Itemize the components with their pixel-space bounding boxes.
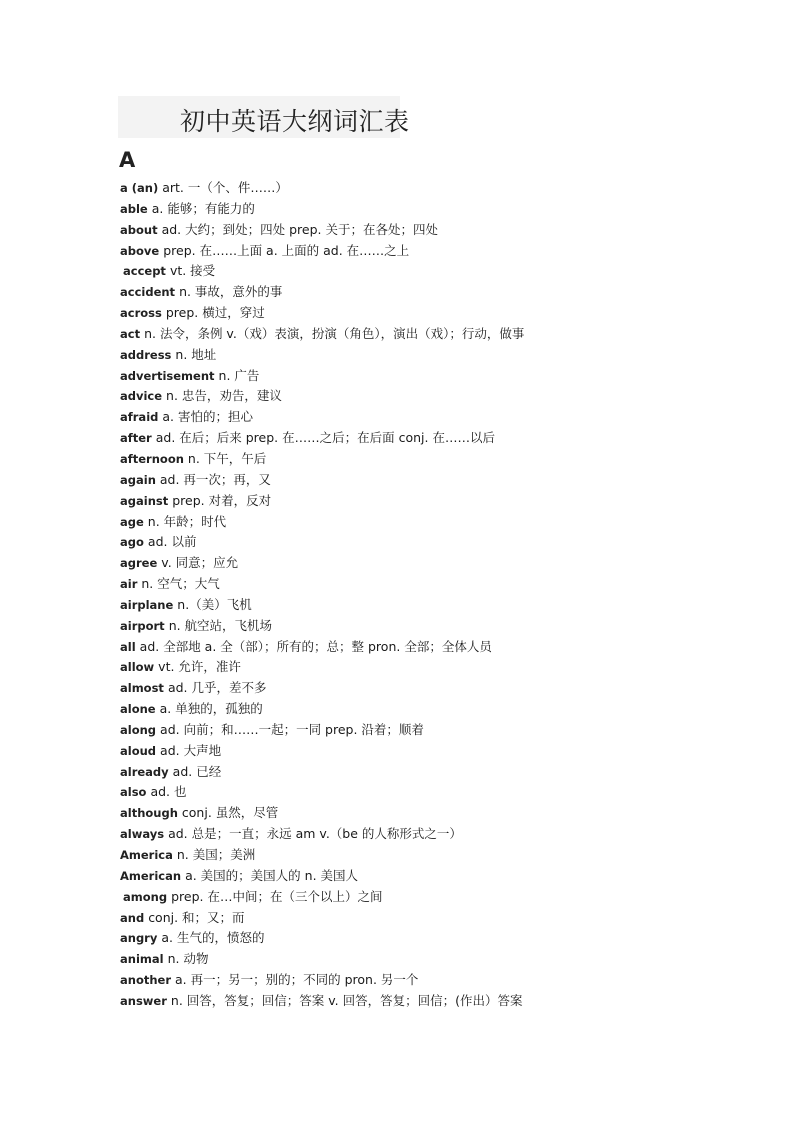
vocabulary-list bbox=[120, 178, 760, 1012]
entry-definition: a. 能够；有能力的 bbox=[151, 200, 255, 216]
entry-word: against bbox=[120, 493, 169, 508]
entry-definition: n. 美国；美洲 bbox=[176, 847, 256, 862]
list-item bbox=[120, 699, 760, 720]
entry-definition: ad. 在后；后来 prep. 在……之后；在后面 conj. 在……以后 bbox=[155, 430, 495, 446]
entry-word: advice bbox=[120, 389, 163, 404]
entry-definition: a. 害怕的；担心 bbox=[162, 409, 253, 425]
entry-word: American bbox=[120, 868, 182, 883]
list-item bbox=[120, 637, 760, 658]
entry-definition: vt. 接受 bbox=[169, 263, 216, 279]
entry-definition: vt. 允许，准许 bbox=[158, 659, 241, 675]
entry-word: airport bbox=[120, 618, 165, 633]
entry-word: agree bbox=[120, 556, 158, 571]
entry-word: alone bbox=[120, 702, 156, 717]
entry-definition: n. 空气；大气 bbox=[141, 576, 220, 592]
entry-definition: n. 回答，答复；回信；答案 v. 回答，答复；回信；(作出）答案 bbox=[170, 992, 523, 1008]
entry-definition: a. 生气的，愤怒的 bbox=[161, 930, 265, 946]
entry-word: answer bbox=[120, 993, 167, 1008]
entry-word: among bbox=[123, 889, 168, 904]
list-item bbox=[120, 345, 760, 366]
list-item bbox=[120, 470, 760, 491]
entry-word: another bbox=[120, 973, 172, 988]
entry-word: although bbox=[120, 806, 178, 821]
section-letter: A bbox=[119, 148, 136, 172]
entry-definition: ad. 大约；到处；四处 prep. 关于；在各处；四处 bbox=[161, 221, 438, 237]
list-item bbox=[120, 241, 760, 262]
entry-word: a (an) bbox=[120, 181, 159, 195]
list-item bbox=[120, 762, 760, 783]
entry-definition: a. 再一；另一；别的；不同的 pron. 另一个 bbox=[175, 972, 419, 988]
entry-definition: a. 单独的，孤独的 bbox=[159, 701, 263, 717]
entry-definition: prep. 在…中间；在（三个以上）之间 bbox=[171, 888, 383, 904]
entry-word: almost bbox=[120, 681, 164, 696]
entry-definition: n. 年龄；时代 bbox=[147, 513, 227, 529]
entry-definition: a. 美国的；美国人的 n. 美国人 bbox=[185, 867, 359, 883]
entry-definition: n. 动物 bbox=[167, 951, 209, 967]
list-item bbox=[120, 970, 760, 991]
entry-word: all bbox=[120, 639, 136, 654]
entry-word: and bbox=[120, 910, 145, 925]
list-item bbox=[120, 824, 760, 845]
entry-word: after bbox=[120, 431, 152, 446]
entry-definition: n. 下午，午后 bbox=[187, 450, 267, 466]
entry-definition: n. 广告 bbox=[218, 367, 260, 383]
entry-word: age bbox=[120, 514, 144, 529]
page-title: 初中英语大纲词汇表 bbox=[180, 107, 410, 136]
list-item bbox=[120, 866, 760, 887]
entry-definition: ad. 再一次；再，又 bbox=[159, 471, 271, 487]
entry-word: accept bbox=[123, 264, 166, 279]
list-item bbox=[120, 324, 760, 345]
entry-definition: prep. 横过，穿过 bbox=[165, 305, 265, 321]
entry-word: afternoon bbox=[120, 451, 184, 466]
list-item bbox=[120, 428, 760, 449]
entry-definition: n. 法令，条例 v.（戏）表演，扮演（角色），演出（戏）；行动，做事 bbox=[144, 325, 525, 341]
entry-word: act bbox=[120, 326, 141, 341]
entry-definition: prep. 在……上面 a. 上面的 ad. 在……之上 bbox=[163, 242, 410, 258]
list-item bbox=[120, 532, 760, 553]
entry-word: again bbox=[120, 472, 156, 487]
list-item bbox=[120, 845, 760, 866]
list-item bbox=[120, 199, 760, 220]
list-item bbox=[120, 678, 760, 699]
entry-word: along bbox=[120, 722, 157, 737]
entry-definition: n. 忠告，劝告，建议 bbox=[166, 388, 282, 404]
entry-definition: n.（美）飞机 bbox=[177, 596, 252, 612]
list-item bbox=[120, 928, 760, 949]
list-item bbox=[120, 949, 760, 970]
list-item bbox=[120, 407, 760, 428]
entry-word: animal bbox=[120, 952, 164, 967]
list-item bbox=[120, 366, 760, 387]
list-item bbox=[120, 887, 760, 908]
entry-word: airplane bbox=[120, 597, 174, 612]
entry-word: address bbox=[120, 347, 172, 362]
list-item bbox=[120, 720, 760, 741]
entry-word: afraid bbox=[120, 410, 159, 425]
list-item bbox=[120, 282, 760, 303]
entry-definition: art. 一（个、件……） bbox=[162, 180, 288, 195]
list-item bbox=[120, 574, 760, 595]
list-item bbox=[120, 553, 760, 574]
list-item bbox=[120, 386, 760, 407]
entry-word: ago bbox=[120, 535, 144, 550]
entry-word: air bbox=[120, 577, 138, 592]
list-item bbox=[120, 512, 760, 533]
entry-word: allow bbox=[120, 660, 155, 675]
entry-word: always bbox=[120, 827, 165, 842]
entry-definition: ad. 以前 bbox=[147, 534, 197, 550]
list-item bbox=[120, 616, 760, 637]
entry-definition: n. 航空站，飞机场 bbox=[168, 617, 273, 633]
entry-definition: conj. 和；又；而 bbox=[148, 909, 245, 925]
entry-word: above bbox=[120, 243, 160, 258]
list-item bbox=[120, 657, 760, 678]
entry-word: across bbox=[120, 306, 162, 321]
entry-definition: prep. 对着，反对 bbox=[172, 492, 272, 508]
entry-word: also bbox=[120, 785, 147, 800]
entry-definition: ad. 全部地 a. 全（部）；所有的；总；整 pron. 全部；全体人员 bbox=[139, 638, 492, 654]
entry-definition: conj. 虽然，尽管 bbox=[181, 805, 279, 821]
list-item bbox=[120, 491, 760, 512]
entry-word: angry bbox=[120, 931, 158, 946]
list-item bbox=[120, 908, 760, 929]
entry-word: advertisement bbox=[120, 368, 215, 383]
list-item bbox=[120, 782, 760, 803]
entry-definition: n. 事故，意外的事 bbox=[179, 284, 283, 300]
entry-definition: v. 同意；应允 bbox=[161, 555, 239, 571]
entry-word: about bbox=[120, 222, 158, 237]
entry-definition: ad. 几乎，差不多 bbox=[167, 680, 267, 696]
entry-word: accident bbox=[120, 285, 176, 300]
entry-word: able bbox=[120, 201, 148, 216]
entry-definition: ad. 已经 bbox=[172, 763, 222, 779]
entry-word: America bbox=[120, 848, 173, 862]
list-item bbox=[120, 449, 760, 470]
entry-definition: n. 地址 bbox=[175, 346, 217, 362]
entry-definition: ad. 向前；和……一起；一同 prep. 沿着；顺着 bbox=[160, 721, 424, 737]
list-item bbox=[120, 303, 760, 324]
entry-word: already bbox=[120, 764, 169, 779]
entry-definition: ad. 总是；一直；永远 am v.（be 的人称形式之一） bbox=[168, 826, 462, 842]
list-item bbox=[120, 595, 760, 616]
list-item bbox=[120, 220, 760, 241]
list-item bbox=[120, 991, 760, 1012]
entry-definition: ad. 也 bbox=[150, 784, 187, 800]
list-item bbox=[120, 178, 760, 199]
entry-definition: ad. 大声地 bbox=[160, 742, 222, 758]
list-item bbox=[120, 261, 760, 282]
list-item bbox=[120, 803, 760, 824]
list-item bbox=[120, 741, 760, 762]
entry-word: aloud bbox=[120, 743, 157, 758]
